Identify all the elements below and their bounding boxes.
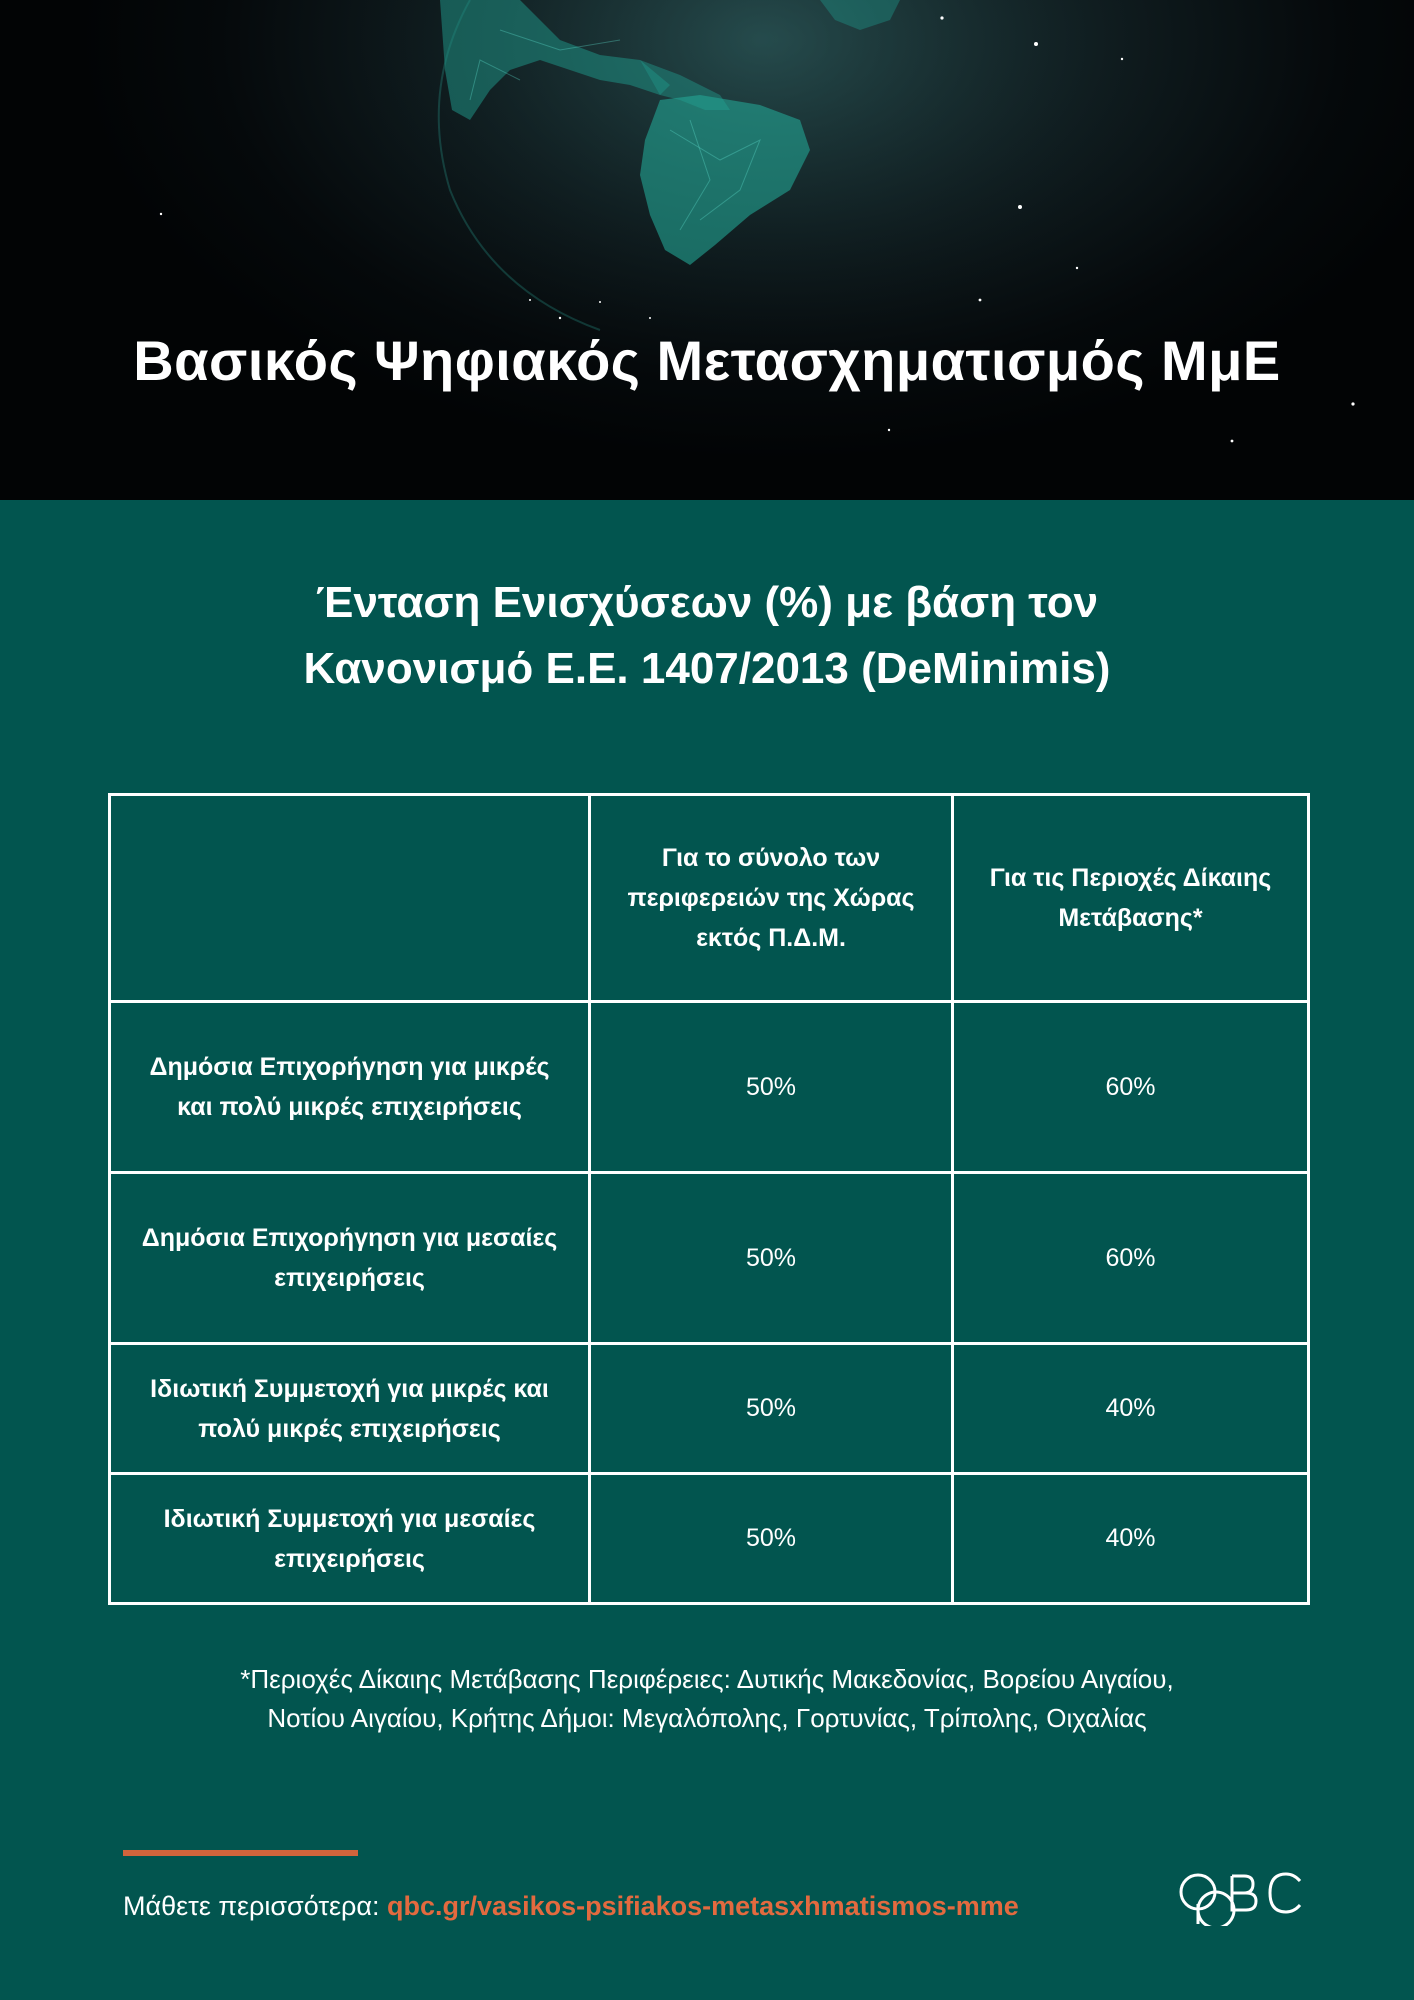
learn-more: [123, 1891, 1019, 1922]
section-title: [0, 570, 1414, 702]
learn-more-link[interactable]: qbc.gr/vasikos-psifiakos-metasxhmatismos-mme: [387, 1891, 1019, 1921]
table-header-national: Για το σύνολο των περιφερειών της Χώρας εκτός Π.Δ.Μ.: [590, 795, 953, 1002]
table-row: [110, 1173, 1309, 1344]
row-label: Ιδιωτική Συμμετοχή για μικρές και πολύ μικρές επιχειρήσεις: [110, 1344, 590, 1474]
learn-more-label: Μάθετε περισσότερα:: [123, 1891, 388, 1921]
national-value: 50%: [590, 1344, 953, 1474]
aid-intensity-table: [108, 793, 1310, 1605]
national-value: 50%: [590, 1173, 953, 1344]
footnote: [80, 1660, 1334, 1738]
footnote-line-1: *Περιοχές Δίκαιης Μετάβασης Περιφέρειες: Δυτικής Μακεδονίας, Βορείου Αιγαίου,: [240, 1664, 1174, 1694]
footnote-line-2: Νοτίου Αιγαίου, Κρήτης Δήμοι: Μεγαλόπολης, Γορτυνίας, Τρίπολης, Οιχαλίας: [267, 1703, 1147, 1733]
row-label: Δημόσια Επιχορήγηση για μικρές και πολύ μικρές επιχειρήσεις: [110, 1002, 590, 1173]
just-transition-value: 40%: [953, 1344, 1309, 1474]
qbc-logo: [1176, 1866, 1306, 1926]
table-row: [110, 1474, 1309, 1604]
section-title-line-2: Κανονισμό Ε.Ε. 1407/2013 (DeMinimis): [303, 644, 1111, 693]
table-header-empty: [110, 795, 590, 1002]
globe-illustration: [0, 0, 1414, 500]
accent-divider: [123, 1850, 358, 1856]
table-row: [110, 1344, 1309, 1474]
table-header-row: [110, 795, 1309, 1002]
table-row: [110, 1002, 1309, 1173]
row-label: Δημόσια Επιχορήγηση για μεσαίες επιχειρήσεις: [110, 1173, 590, 1344]
national-value: 50%: [590, 1002, 953, 1173]
section-title-line-1: Ένταση Ενισχύσεων (%) με βάση τον: [315, 578, 1099, 627]
row-label: Ιδιωτική Συμμετοχή για μεσαίες επιχειρήσεις: [110, 1474, 590, 1604]
just-transition-value: 60%: [953, 1173, 1309, 1344]
table-header-just-transition: Για τις Περιοχές Δίκαιης Μετάβασης*: [953, 795, 1309, 1002]
just-transition-value: 60%: [953, 1002, 1309, 1173]
page-title: Βασικός Ψηφιακός Μετασχηματισμός ΜμΕ: [133, 329, 1281, 392]
just-transition-value: 40%: [953, 1474, 1309, 1604]
hero-banner: [0, 0, 1414, 500]
national-value: 50%: [590, 1474, 953, 1604]
